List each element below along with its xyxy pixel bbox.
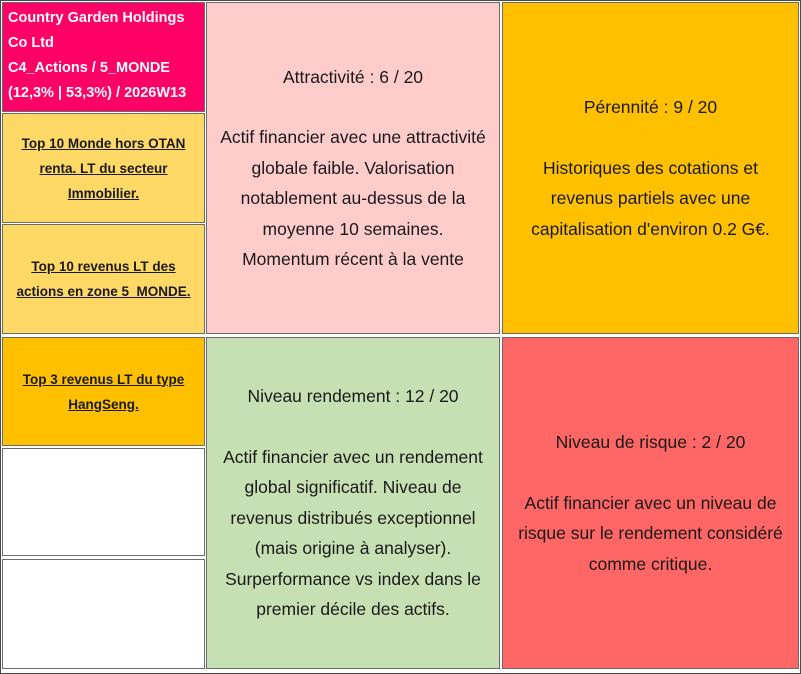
perennite-title: Pérennité : 9 / 20 <box>583 97 718 117</box>
risque-panel <box>502 337 799 669</box>
empty-tag-slot-1 <box>2 448 205 556</box>
risque-description: Actif financier avec un niveau de risque sur le rendement considéré comme critique. <box>518 492 783 574</box>
ranking-tag-sector-label[interactable]: Top 10 Monde hors OTAN renta. LT du secteur Immobilier. <box>21 135 186 201</box>
attractivite-panel <box>206 2 500 334</box>
rendement-description: Actif financier avec un rendement global significatif. Niveau de revenus distribués exceptionnel (mais origine à analyser). Surperformance vs index dans le premier décile des actifs. <box>223 446 483 620</box>
ranking-tag-zone[interactable] <box>2 224 205 334</box>
perennite-panel <box>502 2 799 334</box>
asset-title: Country Garden Holdings Co Ltd C4_Actions / 5_MONDE (12,3% | 53,3%) / 2026W13 <box>2 2 205 112</box>
rendement-panel <box>206 337 500 669</box>
ranking-tag-sector[interactable] <box>2 113 205 223</box>
attractivite-description: Actif financier avec une attractivité globale faible. Valorisation notablement au-dessus de la moyenne 10 semaines. Momentum récent à la vente <box>220 127 486 269</box>
risque-title: Niveau de risque : 2 / 20 <box>555 432 746 452</box>
ranking-tag-zone-label[interactable]: Top 10 revenus LT des actions en zone 5_MONDE. <box>16 259 191 299</box>
ranking-tag-type[interactable] <box>2 337 205 446</box>
ranking-tag-type-label[interactable]: Top 3 revenus LT du type HangSeng. <box>22 371 185 412</box>
attractivite-title: Attractivité : 6 / 20 <box>282 66 424 87</box>
perennite-description: Historiques des cotations et revenus partiels avec une capitalisation d'environ 0.2 G€. <box>531 157 770 239</box>
empty-tag-slot-2 <box>2 559 205 669</box>
rendement-title: Niveau rendement : 12 / 20 <box>247 386 459 407</box>
